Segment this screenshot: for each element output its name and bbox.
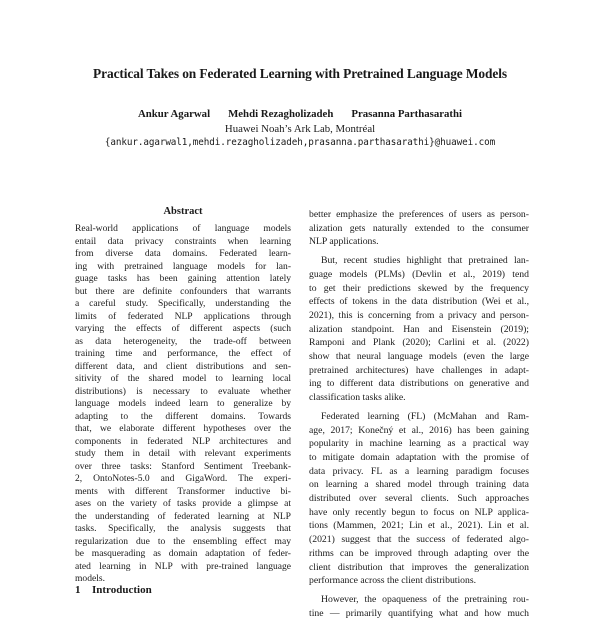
section-title: Introduction [92, 584, 152, 596]
author-email: {ankur.agarwal1,mehdi.rezagholizadeh,prasanna.parthasarathi}@huawei.com [104, 137, 496, 148]
abstract-line: models. [75, 573, 105, 584]
abstract-body [75, 223, 291, 586]
paragraph-line: NLP applications. [309, 236, 379, 248]
paragraph-line: However, the opaqueness of the pretraining rou- [321, 593, 529, 605]
paragraph-line: classification tasks alike. [309, 392, 406, 404]
paragraph-line: (2021) suggest that the success of federated algo- [309, 534, 529, 546]
paragraph-line: alization gets naturally extended to the consumer [309, 222, 529, 234]
paragraph-line: client distribution that improves the generalization [309, 561, 529, 573]
author-affiliation: Huawei Noah’s Ark Lab, Montréal [224, 123, 376, 135]
paragraph-line: But, recent studies highlight that pretrained lan- [321, 255, 529, 267]
abstract-line: ing with pretrained language models for lan- [75, 260, 291, 272]
paragraph-line: have only recently begun to focus on NLP applica- [309, 506, 529, 518]
paragraph-line: age, 2017; Konečný et al., 2016) has been gaining [309, 424, 529, 436]
abstract-line: varying the effects of different aspects (such [75, 323, 291, 334]
paragraph-line: ing to different data distributions on generative and [309, 378, 529, 390]
abstract-heading: Abstract [163, 206, 203, 217]
abstract-line: training time and performance, the effect of [75, 348, 291, 359]
abstract-line: 2, OntoNotes-5.0 and GigaWord. The experi- [75, 473, 291, 484]
abstract-line: entail data privacy constraints when learning [75, 235, 291, 247]
abstract-line: study them in detail with relevant experiments [75, 448, 291, 459]
abstract-line: ated learning in NLP with pre-trained language [75, 560, 291, 572]
author-list [0, 108, 600, 120]
paragraph-line: tine — primarily quantifying what and how much [309, 607, 529, 619]
abstract-line: language models indeed learn to generalize by [75, 398, 291, 409]
paragraph-line: to mitigate domain adaptation with the promise of [309, 451, 529, 463]
right-column-text [309, 208, 529, 620]
author-name: Ankur Agarwal [137, 108, 211, 120]
author-name: Mehdi Rezagholizadeh [228, 108, 334, 120]
abstract-line: distributions) is necessary to evaluate whether [75, 385, 291, 397]
abstract-line: components in federated NLP architectures and [75, 435, 291, 447]
abstract-line: over three tasks: Stanford Sentiment Treebank- [75, 460, 291, 472]
paragraph-line: alization standpoint. Han and Eisenstein (2019); [309, 323, 529, 335]
paragraph-line: guage models (PLMs) (Devlin et al., 2019) tend [309, 268, 529, 280]
abstract-line: limits of federated NLP applications through [75, 310, 291, 322]
paragraph-line: on learning a shared model through training data [309, 479, 529, 491]
section-heading [75, 584, 291, 596]
abstract-line: sitivity of the shared model to learning local [75, 373, 291, 384]
paragraph-line: performance across the client distributions. [309, 575, 477, 587]
author-name: Prasanna Parthasarathi [351, 108, 463, 120]
paragraph [309, 593, 529, 620]
paragraph-line: tions (Mammen, 2021; Lin et al., 2021). Lin et al. [309, 520, 529, 532]
paragraph-line: Federated learning (FL) (McMahan and Ram- [321, 410, 529, 422]
abstract-line: ases on the variety of tasks provide a glimpse at [75, 498, 291, 509]
abstract-line: tasks. Specifically, the analysis suggests that [75, 523, 291, 534]
abstract-line: ments with different Transformer inductive bi- [75, 485, 291, 497]
paragraph-line: better emphasize the preferences of users as person- [309, 209, 529, 220]
abstract-line: adapting to the different domains. Towards [75, 410, 291, 422]
abstract-line: a careful study. Specifically, understanding the [75, 298, 291, 309]
paragraph-line: pretrained architectures) have challenges in adapt- [309, 364, 529, 376]
paragraph-line: data privacy. FL as a learning paradigm focuses [309, 465, 529, 477]
paragraph [309, 254, 529, 405]
abstract-line: from diverse data domains. Federated learn- [75, 248, 291, 259]
paper-title: Practical Takes on Federated Learning with Pretrained Language Models [93, 66, 507, 81]
abstract-line: as data heterogeneity, the trade-off between [75, 335, 291, 347]
paragraph [309, 208, 529, 249]
paragraph-line: to get their predictions skewed by the frequency [309, 282, 529, 294]
abstract-line: but there are definite confounders that warrants [75, 285, 291, 297]
paragraph-line: show that neural language models (even the large [309, 351, 529, 363]
paragraph [309, 410, 529, 588]
abstract-line: the understanding of federated learning at NLP [75, 510, 291, 522]
paragraph-line: effects of tokens in the data distribution (Wei et al., [309, 296, 529, 308]
abstract-line: be masquerading as domain adaptation of feder- [75, 548, 291, 559]
abstract-line: different data, and client distributions and sen- [75, 360, 291, 372]
paragraph-line: Ramponi and Plank (2020); Carlini et al. (2022) [309, 337, 529, 349]
abstract-line: guage tasks has been gaining attention lately [75, 273, 291, 284]
paragraph-line: 2021), this is concerning from a privacy and person- [309, 309, 529, 321]
section-number: 1 [75, 584, 81, 596]
abstract-line: that, we elaborate different hypotheses over the [75, 423, 291, 434]
paragraph-line: popularity in machine learning as a practical way [309, 438, 529, 450]
paragraph-line: rithms can be improved through adapting over the [309, 547, 529, 559]
abstract-line: regularization due to the ensembling effect may [75, 535, 291, 547]
abstract-line: Real-world applications of language models [75, 223, 291, 234]
paragraph-line: distributed over several clients. Such approaches [309, 493, 529, 505]
